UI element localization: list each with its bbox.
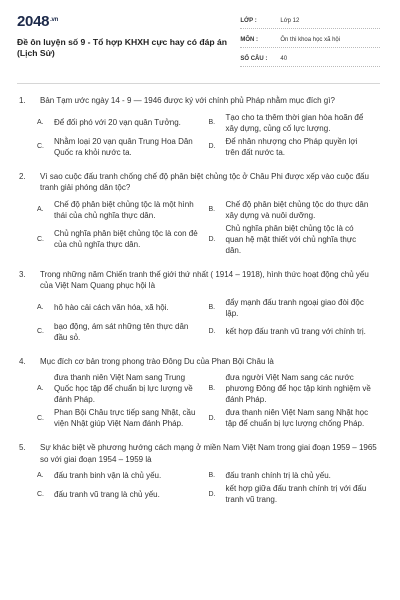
- option-c[interactable]: [37, 482, 209, 506]
- option-c[interactable]: [37, 135, 209, 159]
- option-text: đấu tranh chính trị là chủ yếu.: [225, 471, 331, 480]
- info-key: MÔN :: [240, 37, 259, 43]
- question-1: [17, 95, 380, 159]
- question-stem: [17, 356, 380, 368]
- info-key: LỚP :: [240, 18, 257, 24]
- option-b[interactable]: [209, 198, 381, 222]
- option-a[interactable]: [37, 111, 209, 135]
- option-letter: C.: [37, 235, 44, 243]
- option-text: đẩy mạnh đấu tranh ngoại giao đòi độc lập.: [225, 297, 364, 318]
- option-letter: A.: [37, 206, 44, 213]
- option-a[interactable]: [37, 296, 209, 320]
- option-text: đưa thanh niên Việt Nam sang Trung Quốc học tập để chuẩn bị lực lượng về đánh Pháp.: [54, 373, 193, 404]
- info-row-subject: [240, 33, 380, 48]
- info-value: 40: [280, 56, 288, 62]
- question-number: 3.: [19, 269, 26, 279]
- question-number: 5.: [19, 443, 26, 452]
- option-a[interactable]: [37, 198, 209, 222]
- option-text: đấu tranh vũ trang là chủ yếu.: [54, 489, 160, 499]
- info-key: SỐ CÂU :: [240, 56, 268, 62]
- option-text: Nhằm loại 20 vạn quân Trung Hoa Dân Quốc ra khỏi nước ta.: [54, 136, 193, 157]
- option-letter: A.: [37, 472, 44, 479]
- option-text: Chế độ phân biệt chủng tộc là một hình thái của chủ nghĩa thực dân.: [54, 199, 194, 220]
- option-a[interactable]: [37, 469, 209, 482]
- answer-options: [17, 111, 380, 159]
- option-letter: A.: [37, 385, 44, 392]
- option-d[interactable]: [209, 135, 381, 159]
- option-d[interactable]: [209, 320, 381, 344]
- option-text: đưa người Việt Nam sang các nước phương Đông để học tập kinh nghiệm về đánh Pháp.: [225, 373, 371, 404]
- option-c[interactable]: [37, 222, 209, 257]
- logo-suffix: .vn: [50, 17, 58, 23]
- option-letter: D.: [208, 414, 216, 422]
- document-header: [17, 0, 380, 71]
- option-text: Để nhân nhượng cho Pháp quyền lợi trên đất nước ta.: [225, 136, 358, 157]
- option-text: đưa thanh niên Việt Nam sang Nhật học tập để chuẩn bị lực lượng chống Pháp.: [225, 408, 369, 428]
- option-b[interactable]: [209, 469, 381, 482]
- question-text: Mục đích cơ bản trong phong trào Đông Du của Phan Bội Châu là: [40, 356, 274, 366]
- question-5: [17, 442, 380, 506]
- site-logo[interactable]: [17, 12, 240, 30]
- option-b[interactable]: [209, 296, 381, 320]
- option-letter: B.: [208, 304, 216, 311]
- option-letter: C.: [37, 490, 44, 498]
- question-4: [17, 356, 380, 431]
- question-text: Sự khác biệt về phương hướng cách mạng ở miền Nam Việt Nam trong giai đoạn 1959 – 1965 so với giai đoạn 1954 – 1959 là: [40, 443, 377, 464]
- option-d[interactable]: [209, 222, 381, 257]
- option-letter: C.: [37, 414, 44, 422]
- question-text: Trong những năm Chiến tranh thế giới thứ nhất ( 1914 – 1918), hình thức hoạt động chủ yếu của Việt Nam Quang phục hội là: [40, 269, 369, 290]
- option-text: bạo động, ám sát những tên thực dân đầu sỏ.: [54, 321, 189, 342]
- answer-options: [17, 296, 380, 344]
- header-left: [17, 12, 240, 71]
- option-b[interactable]: [209, 111, 381, 135]
- answer-options: [17, 371, 380, 430]
- question-text: Bản Tạm ước ngày 14 - 9 — 1946 được ký với chính phủ Pháp nhằm mục đích gì?: [40, 96, 335, 105]
- exam-info: [240, 14, 380, 71]
- logo-text: 2048: [17, 13, 50, 30]
- option-text: Để đối phó với 20 vạn quân Tưởng.: [54, 118, 181, 127]
- question-2: [17, 171, 380, 257]
- question-number: 4.: [19, 356, 26, 366]
- option-c[interactable]: [37, 320, 209, 344]
- option-b[interactable]: [209, 371, 381, 406]
- info-value: Lớp 12: [280, 18, 300, 24]
- option-c[interactable]: [37, 406, 209, 430]
- option-text: Phan Bội Châu trực tiếp sang Nhật, cầu viện Nhật giúp Việt Nam đánh Pháp.: [54, 408, 196, 428]
- option-letter: B.: [208, 385, 216, 392]
- question-number: 1.: [19, 96, 26, 105]
- option-d[interactable]: [209, 482, 381, 506]
- document-title: Đề ôn luyện số 9 - Tổ hợp KHXH cực hay có đáp án (Lịch Sử): [17, 37, 228, 58]
- option-letter: D.: [208, 235, 216, 243]
- option-a[interactable]: [37, 371, 209, 406]
- info-row-question-count: [240, 52, 380, 67]
- question-stem: [17, 95, 380, 107]
- option-letter: B.: [208, 472, 216, 479]
- option-letter: C.: [37, 328, 44, 335]
- question-text: Vì sao cuộc đấu tranh chống chế độ phân biệt chủng tộc ở Châu Phi được xếp vào cuộc đấu tranh giải phóng dân tộc?: [40, 171, 369, 192]
- option-text: Chế độ phân biệt chủng tộc do thực dân xây dựng và nuôi dưỡng.: [225, 199, 369, 220]
- option-letter: D.: [208, 143, 216, 150]
- option-d[interactable]: [209, 406, 381, 430]
- question-stem: [17, 442, 380, 465]
- option-letter: D.: [208, 328, 216, 335]
- option-text: Chủ nghĩa phân biệt chủng tộc là có quan hệ mật thiết với chủ nghĩa thực dân.: [225, 223, 357, 255]
- option-text: Chủ nghĩa phân biệt chủng tộc là con đẻ của chủ nghĩa thực dân.: [54, 229, 198, 249]
- answer-options: [17, 198, 380, 257]
- option-text: đấu tranh binh vận là chủ yếu.: [54, 471, 162, 480]
- option-letter: A.: [37, 119, 44, 126]
- option-letter: B.: [208, 206, 216, 213]
- question-stem: [17, 171, 380, 194]
- info-row-class: [240, 14, 380, 29]
- option-text: hô hào cải cách văn hóa, xã hội.: [54, 303, 169, 312]
- info-value: Ôn thi khoa học xã hội: [280, 37, 341, 43]
- header-divider: [17, 83, 380, 84]
- option-text: kết hợp giữa đấu tranh chính trị với đấu tranh vũ trang.: [225, 484, 367, 504]
- question-3: [17, 269, 380, 344]
- option-letter: B.: [208, 119, 216, 126]
- option-letter: C.: [37, 143, 44, 150]
- question-stem: [17, 269, 380, 292]
- question-number: 2.: [19, 171, 26, 181]
- option-letter: A.: [37, 304, 44, 311]
- option-text: Tạo cho ta thêm thời gian hòa hoãn để xây dựng, củng cố lực lượng.: [225, 112, 364, 133]
- option-letter: D.: [208, 490, 216, 498]
- option-text: kết hợp đấu tranh vũ trang với chính trị.: [225, 327, 366, 336]
- answer-options: [17, 469, 380, 506]
